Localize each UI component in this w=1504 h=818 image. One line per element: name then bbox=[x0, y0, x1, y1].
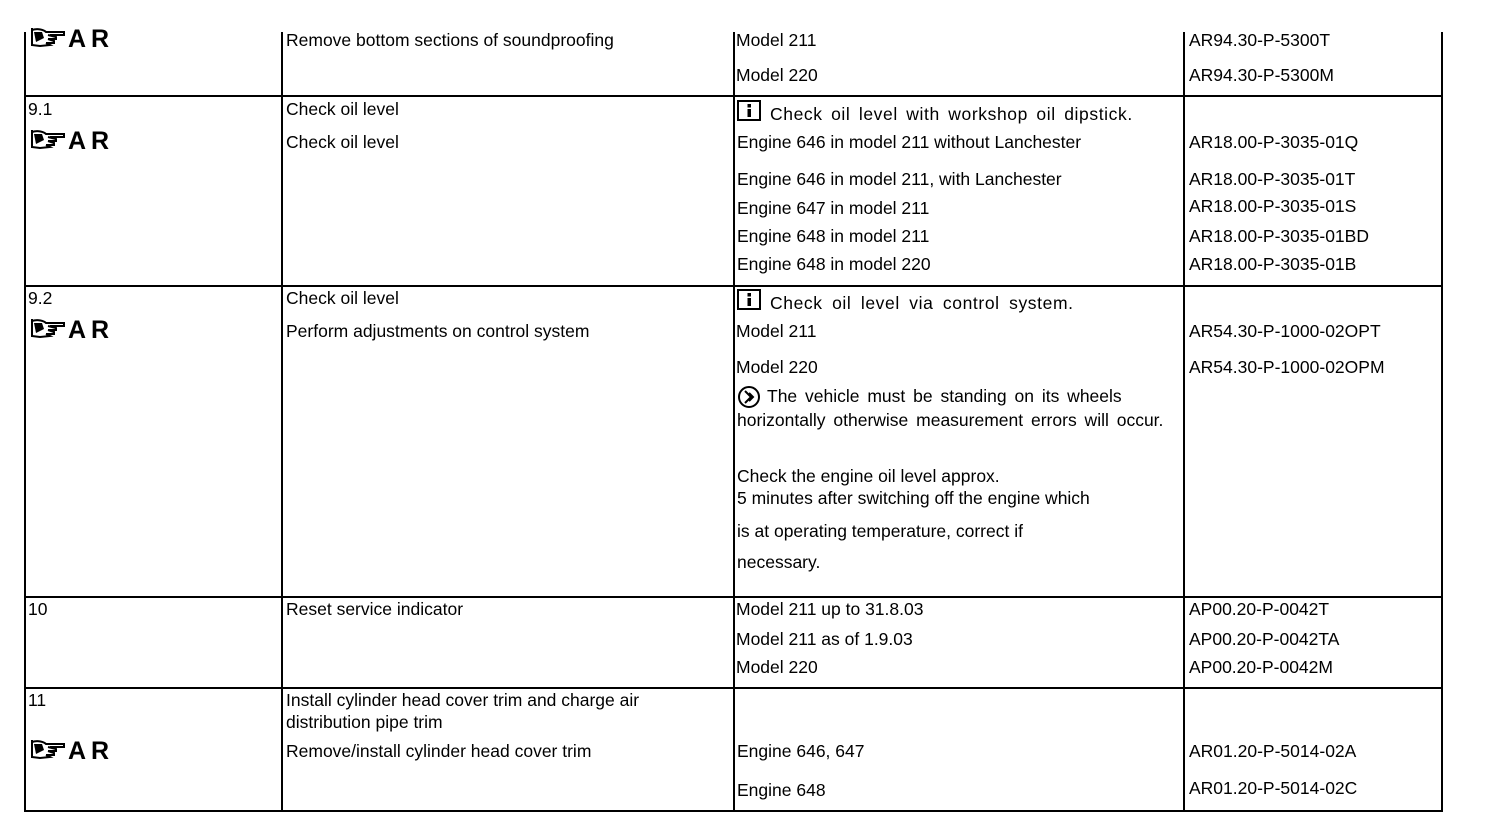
condition-text: Model 211 up to 31.8.03 bbox=[736, 599, 924, 619]
condition-text: Engine 648 in model 220 bbox=[737, 254, 931, 274]
info-icon bbox=[737, 100, 762, 122]
info-note bbox=[737, 292, 1074, 314]
note-line: necessary. bbox=[737, 552, 821, 572]
ar-label: AR bbox=[68, 25, 115, 53]
table-border-right bbox=[1441, 32, 1443, 812]
condition-text: Model 211 bbox=[736, 30, 817, 50]
step-number: 9.1 bbox=[28, 99, 53, 119]
task-text: Perform adjustments on control system bbox=[286, 321, 590, 341]
info-icon bbox=[737, 289, 762, 311]
task-text: Remove bottom sections of soundproofing bbox=[286, 30, 614, 50]
step-number: 11 bbox=[28, 690, 47, 710]
reference-code[interactable]: AP00.20-P-0042M bbox=[1189, 657, 1333, 677]
ar-reference-marker bbox=[30, 128, 114, 154]
step-title-line: Install cylinder head cover trim and charge air bbox=[286, 690, 640, 710]
reference-code[interactable]: AR18.00-P-3035-01S bbox=[1189, 196, 1357, 216]
step-title: Check oil level bbox=[286, 288, 399, 308]
ar-label: AR bbox=[68, 737, 115, 765]
step-title: Check oil level bbox=[286, 99, 399, 119]
warning-text: The vehicle must be standing on its wheels horizontally otherwise measurement errors will occur. bbox=[737, 386, 1164, 430]
condition-text: Model 211 bbox=[736, 321, 817, 341]
row-divider bbox=[24, 95, 1443, 97]
column-divider-2 bbox=[733, 32, 735, 812]
warning-note bbox=[737, 385, 1177, 431]
reference-code[interactable]: AR18.00-P-3035-01B bbox=[1189, 254, 1357, 274]
pointing-hand-icon bbox=[30, 317, 66, 339]
condition-text: Engine 646, 647 bbox=[737, 741, 865, 761]
task-text: Reset service indicator bbox=[286, 599, 464, 619]
condition-text: Model 220 bbox=[736, 357, 818, 377]
condition-text: Engine 647 in model 211 bbox=[737, 198, 930, 218]
step-title-line: distribution pipe trim bbox=[286, 712, 443, 732]
column-divider-3 bbox=[1183, 32, 1185, 812]
reference-code[interactable]: AR18.00-P-3035-01Q bbox=[1189, 132, 1359, 152]
task-text: Remove/install cylinder head cover trim bbox=[286, 741, 592, 761]
reference-code[interactable]: AR18.00-P-3035-01BD bbox=[1189, 226, 1369, 246]
warning-circle-icon bbox=[737, 385, 761, 409]
condition-text: Model 220 bbox=[736, 657, 818, 677]
note-line: 5 minutes after switching off the engine which bbox=[737, 488, 1090, 508]
reference-code[interactable]: AR94.30-P-5300T bbox=[1189, 30, 1331, 50]
table-border-left bbox=[24, 32, 26, 812]
table-border-bottom bbox=[24, 810, 1443, 812]
task-text: Check oil level bbox=[286, 132, 399, 152]
reference-code[interactable]: AR54.30-P-1000-02OPM bbox=[1189, 357, 1385, 377]
condition-text: Model 211 as of 1.9.03 bbox=[736, 629, 913, 649]
reference-code[interactable]: AR01.20-P-5014-02C bbox=[1189, 778, 1358, 798]
condition-text: Engine 646 in model 211 without Lanchester bbox=[737, 132, 1082, 152]
column-divider-1 bbox=[281, 32, 283, 812]
reference-code[interactable]: AR54.30-P-1000-02OPT bbox=[1189, 321, 1381, 341]
ar-reference-marker bbox=[30, 26, 114, 52]
pointing-hand-icon bbox=[30, 128, 66, 150]
step-number: 9.2 bbox=[28, 288, 53, 308]
reference-code[interactable]: AR18.00-P-3035-01T bbox=[1189, 169, 1356, 189]
reference-code[interactable]: AP00.20-P-0042T bbox=[1189, 599, 1330, 619]
info-text: Check oil level via control system. bbox=[770, 293, 1074, 313]
condition-text: Engine 648 in model 211 bbox=[737, 226, 930, 246]
pointing-hand-icon bbox=[30, 738, 66, 760]
condition-text: Model 220 bbox=[736, 65, 818, 85]
ar-reference-marker bbox=[30, 317, 114, 343]
pointing-hand-icon bbox=[30, 26, 66, 48]
note-line: Check the engine oil level approx. bbox=[737, 466, 1000, 486]
note-line: is at operating temperature, correct if bbox=[737, 521, 1023, 541]
info-text: Check oil level with workshop oil dipstick. bbox=[770, 104, 1133, 124]
ar-label: AR bbox=[68, 127, 115, 155]
ar-reference-marker bbox=[30, 738, 114, 764]
ar-label: AR bbox=[68, 316, 115, 344]
row-divider bbox=[24, 687, 1443, 689]
reference-code[interactable]: AR01.20-P-5014-02A bbox=[1189, 741, 1357, 761]
step-number: 10 bbox=[28, 599, 48, 619]
info-note bbox=[737, 103, 1133, 125]
row-divider bbox=[24, 285, 1443, 287]
reference-code[interactable]: AP00.20-P-0042TA bbox=[1189, 629, 1340, 649]
reference-code[interactable]: AR94.30-P-5300M bbox=[1189, 65, 1334, 85]
condition-text: Engine 648 bbox=[737, 780, 826, 800]
condition-text: Engine 646 in model 211, with Lanchester bbox=[737, 169, 1062, 189]
